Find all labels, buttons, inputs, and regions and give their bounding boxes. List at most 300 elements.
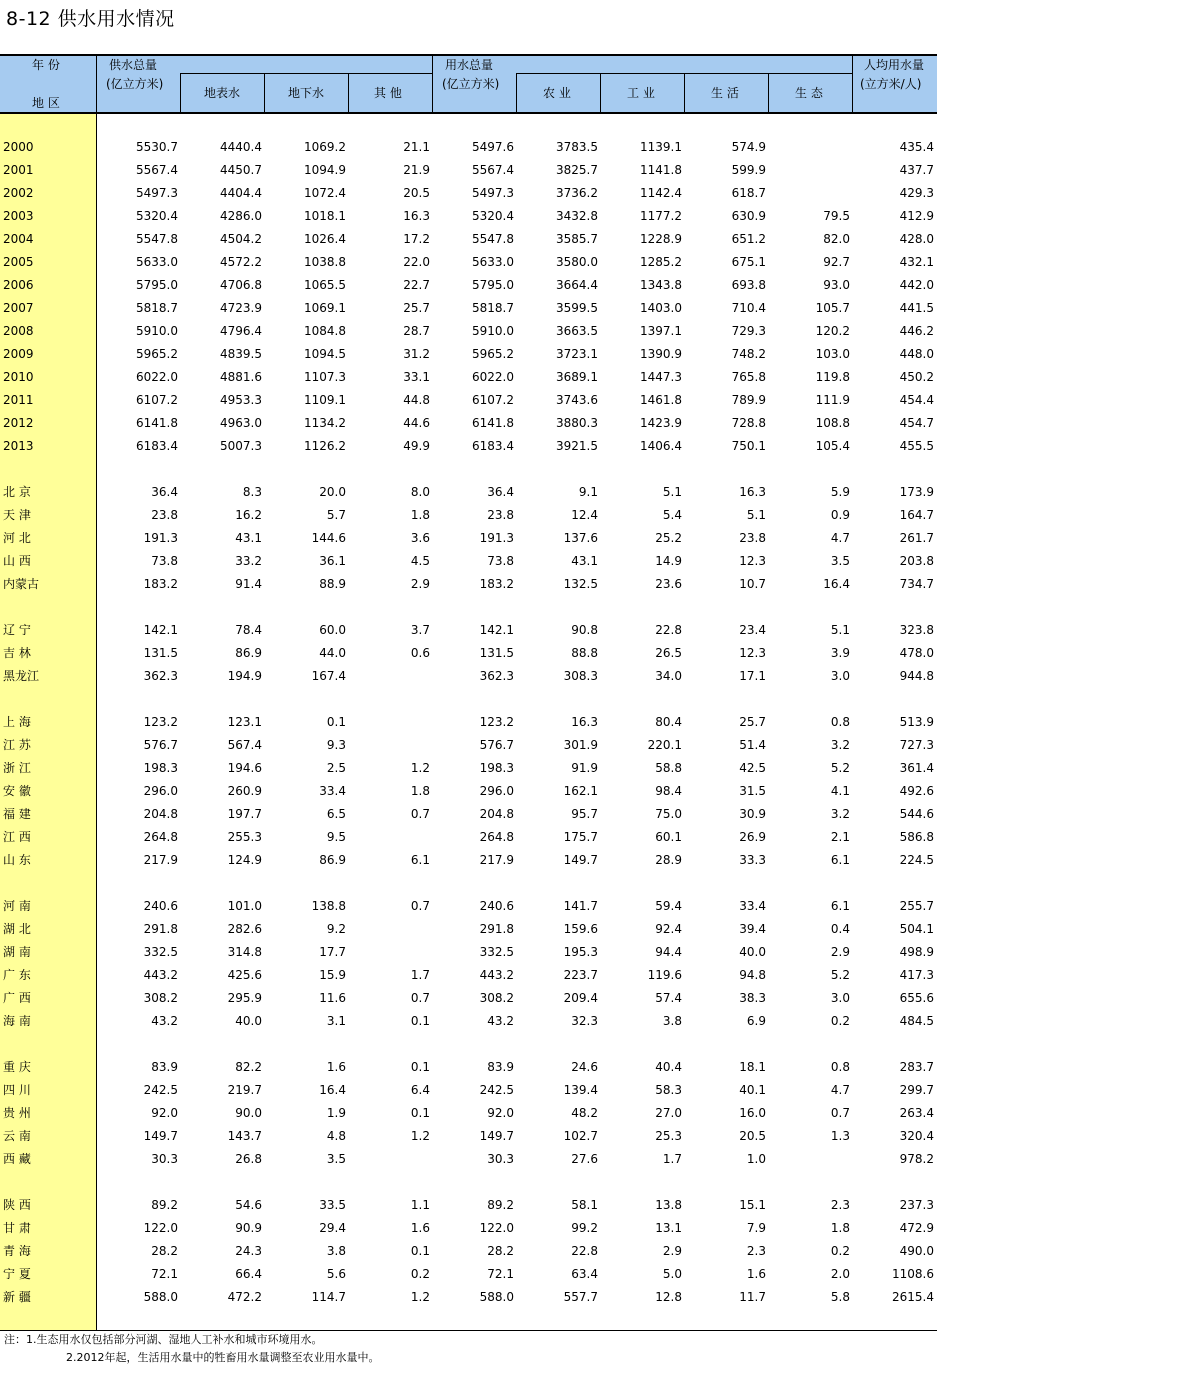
agri-cell: 3599.5 (556, 301, 598, 315)
surface-cell: 26.8 (235, 1152, 262, 1166)
ground-cell: 33.4 (319, 784, 346, 798)
eco-cell: 105.7 (815, 301, 850, 315)
row-label: 云 南 (3, 1129, 31, 1143)
ground-cell: 1094.5 (304, 347, 346, 361)
percap-cell: 448.0 (899, 347, 934, 361)
ground-cell: 1065.5 (304, 278, 346, 292)
eco-cell: 120.2 (815, 324, 850, 338)
agri-cell: 3585.7 (556, 232, 598, 246)
surface-cell: 219.7 (227, 1083, 262, 1097)
header-use-unit: (亿立方米) (442, 77, 500, 91)
eco-cell: 0.2 (830, 1014, 850, 1028)
use-total-cell: 308.2 (479, 991, 514, 1005)
surface-cell: 567.4 (227, 738, 262, 752)
ground-cell: 15.9 (319, 968, 346, 982)
supply-total-cell: 43.2 (151, 1014, 178, 1028)
percap-cell: 412.9 (899, 209, 934, 223)
domestic-cell: 42.5 (739, 761, 766, 775)
row-label: 河 北 (3, 531, 31, 545)
use-total-cell: 296.0 (479, 784, 514, 798)
domestic-cell: 599.9 (731, 163, 766, 177)
header-use-total: 用水总量 (445, 58, 494, 72)
use-total-cell: 242.5 (479, 1083, 514, 1097)
header-agri: 农 业 (543, 86, 571, 100)
industry-cell: 1397.1 (640, 324, 682, 338)
header-divider (852, 56, 853, 112)
other-cell: 22.0 (403, 255, 430, 269)
domestic-cell: 40.0 (739, 945, 766, 959)
domestic-cell: 5.1 (746, 508, 766, 522)
surface-cell: 43.1 (235, 531, 262, 545)
row-label: 山 西 (3, 554, 31, 568)
other-cell (350, 737, 430, 753)
use-total-cell: 183.2 (479, 577, 514, 591)
header-percap: 人均用水量 (864, 58, 925, 72)
eco-cell: 0.4 (830, 922, 850, 936)
agri-cell: 308.3 (563, 669, 598, 683)
agri-cell: 301.9 (563, 738, 598, 752)
percap-cell: 944.8 (899, 669, 934, 683)
industry-cell: 12.8 (655, 1290, 682, 1304)
agri-cell: 209.4 (563, 991, 598, 1005)
ground-cell: 20.0 (319, 485, 346, 499)
percap-cell: 417.3 (899, 968, 934, 982)
row-label: 2004 (3, 232, 34, 246)
use-total-cell: 588.0 (479, 1290, 514, 1304)
eco-cell (770, 1151, 850, 1167)
supply-total-cell: 204.8 (143, 807, 178, 821)
agri-cell: 132.5 (563, 577, 598, 591)
percap-cell: 586.8 (899, 830, 934, 844)
industry-cell: 26.5 (655, 646, 682, 660)
agri-cell: 195.3 (563, 945, 598, 959)
industry-cell: 1403.0 (640, 301, 682, 315)
agri-cell: 3580.0 (556, 255, 598, 269)
industry-cell: 98.4 (655, 784, 682, 798)
row-label: 天 津 (3, 508, 31, 522)
domestic-cell: 12.3 (739, 646, 766, 660)
surface-cell: 194.9 (227, 669, 262, 683)
header-supply-total: 供水总量 (109, 58, 158, 72)
use-total-cell: 5818.7 (472, 301, 514, 315)
surface-cell: 16.2 (235, 508, 262, 522)
industry-cell: 92.4 (655, 922, 682, 936)
agri-cell: 3432.8 (556, 209, 598, 223)
header-divider (684, 74, 685, 112)
other-cell: 49.9 (403, 439, 430, 453)
industry-cell: 13.1 (655, 1221, 682, 1235)
percap-cell: 454.4 (899, 393, 934, 407)
surface-cell: 295.9 (227, 991, 262, 1005)
use-total-cell: 5497.3 (472, 186, 514, 200)
table-title: 8-12 供水用水情况 (6, 8, 175, 30)
other-cell: 21.9 (403, 163, 430, 177)
use-total-cell: 5795.0 (472, 278, 514, 292)
percap-cell: 492.6 (899, 784, 934, 798)
header-divider (180, 74, 181, 112)
supply-total-cell: 242.5 (143, 1083, 178, 1097)
industry-cell: 1285.2 (640, 255, 682, 269)
agri-cell: 102.7 (563, 1129, 598, 1143)
percap-cell: 255.7 (899, 899, 934, 913)
row-label: 陕 西 (3, 1198, 31, 1212)
industry-cell: 25.3 (655, 1129, 682, 1143)
supply-total-cell: 83.9 (151, 1060, 178, 1074)
surface-cell: 33.2 (235, 554, 262, 568)
industry-cell: 5.1 (662, 485, 682, 499)
row-label: 内蒙古 (3, 577, 40, 591)
use-total-cell: 264.8 (479, 830, 514, 844)
surface-cell: 143.7 (227, 1129, 262, 1143)
agri-cell: 58.1 (571, 1198, 598, 1212)
agri-cell: 3664.4 (556, 278, 598, 292)
surface-cell: 90.0 (235, 1106, 262, 1120)
supply-total-cell: 443.2 (143, 968, 178, 982)
other-cell: 0.7 (410, 899, 430, 913)
industry-cell: 59.4 (655, 899, 682, 913)
eco-cell: 2.3 (830, 1198, 850, 1212)
row-label: 重 庆 (3, 1060, 31, 1074)
other-cell: 3.6 (410, 531, 430, 545)
other-cell: 1.7 (410, 968, 430, 982)
use-total-cell: 131.5 (479, 646, 514, 660)
agri-cell: 95.7 (571, 807, 598, 821)
ground-cell: 4.8 (326, 1129, 346, 1143)
percap-cell: 299.7 (899, 1083, 934, 1097)
eco-cell: 0.2 (830, 1244, 850, 1258)
industry-cell: 5.4 (662, 508, 682, 522)
supply-total-cell: 191.3 (143, 531, 178, 545)
other-cell: 17.2 (403, 232, 430, 246)
use-total-cell: 149.7 (479, 1129, 514, 1143)
industry-cell: 58.3 (655, 1083, 682, 1097)
percap-cell: 323.8 (899, 623, 934, 637)
supply-total-cell: 588.0 (143, 1290, 178, 1304)
eco-cell: 103.0 (815, 347, 850, 361)
supply-total-cell: 5497.3 (136, 186, 178, 200)
agri-cell: 3783.5 (556, 140, 598, 154)
eco-cell: 0.9 (830, 508, 850, 522)
eco-cell: 105.4 (815, 439, 850, 453)
surface-cell: 124.9 (227, 853, 262, 867)
other-cell: 25.7 (403, 301, 430, 315)
agri-cell: 48.2 (571, 1106, 598, 1120)
eco-cell: 1.3 (830, 1129, 850, 1143)
surface-cell: 4881.6 (220, 370, 262, 384)
row-label: 北 京 (3, 485, 31, 499)
row-label: 2007 (3, 301, 34, 315)
surface-cell: 86.9 (235, 646, 262, 660)
ground-cell: 1109.1 (304, 393, 346, 407)
industry-cell: 60.1 (655, 830, 682, 844)
row-label: 湖 北 (3, 922, 31, 936)
other-cell: 6.1 (410, 853, 430, 867)
eco-cell: 5.1 (830, 623, 850, 637)
domestic-cell: 1.0 (746, 1152, 766, 1166)
row-label: 2002 (3, 186, 34, 200)
use-total-cell: 217.9 (479, 853, 514, 867)
supply-total-cell: 142.1 (143, 623, 178, 637)
domestic-cell: 33.4 (739, 899, 766, 913)
ground-cell: 1084.8 (304, 324, 346, 338)
eco-cell: 111.9 (815, 393, 850, 407)
use-total-cell: 36.4 (487, 485, 514, 499)
industry-cell: 1228.9 (640, 232, 682, 246)
other-cell: 0.1 (410, 1244, 430, 1258)
domestic-cell: 31.5 (739, 784, 766, 798)
header-divider (768, 74, 769, 112)
eco-cell: 5.2 (830, 968, 850, 982)
domestic-cell: 7.9 (746, 1221, 766, 1235)
percap-cell: 224.5 (899, 853, 934, 867)
use-total-cell: 89.2 (487, 1198, 514, 1212)
industry-cell: 1139.1 (640, 140, 682, 154)
other-cell: 0.2 (410, 1267, 430, 1281)
agri-cell: 3743.6 (556, 393, 598, 407)
percap-cell: 432.1 (899, 255, 934, 269)
eco-cell (770, 162, 850, 178)
industry-cell: 34.0 (655, 669, 682, 683)
other-cell: 0.7 (410, 991, 430, 1005)
surface-cell: 8.3 (242, 485, 262, 499)
row-label: 2012 (3, 416, 34, 430)
ground-cell: 9.3 (326, 738, 346, 752)
other-cell (350, 921, 430, 937)
use-total-cell: 5547.8 (472, 232, 514, 246)
supply-total-cell: 6107.2 (136, 393, 178, 407)
use-total-cell: 362.3 (479, 669, 514, 683)
eco-cell: 93.0 (823, 278, 850, 292)
industry-cell: 13.8 (655, 1198, 682, 1212)
surface-cell: 82.2 (235, 1060, 262, 1074)
domestic-cell: 40.1 (739, 1083, 766, 1097)
percap-cell: 1108.6 (892, 1267, 934, 1281)
use-total-cell: 291.8 (479, 922, 514, 936)
use-total-cell: 5320.4 (472, 209, 514, 223)
ground-cell: 60.0 (319, 623, 346, 637)
percap-cell: 429.3 (899, 186, 934, 200)
use-total-cell: 191.3 (479, 531, 514, 545)
domestic-cell: 16.0 (739, 1106, 766, 1120)
surface-cell: 54.6 (235, 1198, 262, 1212)
agri-cell: 159.6 (563, 922, 598, 936)
domestic-cell: 10.7 (739, 577, 766, 591)
percap-cell: 504.1 (899, 922, 934, 936)
eco-cell: 0.7 (830, 1106, 850, 1120)
header-eco: 生 态 (795, 86, 823, 100)
use-total-cell: 443.2 (479, 968, 514, 982)
other-cell (350, 714, 430, 730)
domestic-cell: 693.8 (731, 278, 766, 292)
header-other: 其 他 (374, 86, 402, 100)
eco-cell: 3.0 (830, 669, 850, 683)
eco-cell: 1.8 (830, 1221, 850, 1235)
use-total-cell: 5633.0 (472, 255, 514, 269)
eco-cell: 3.5 (830, 554, 850, 568)
row-label: 安 徽 (3, 784, 31, 798)
supply-total-cell: 6141.8 (136, 416, 178, 430)
eco-cell: 4.1 (830, 784, 850, 798)
row-label: 新 疆 (3, 1290, 31, 1304)
eco-cell (770, 185, 850, 201)
surface-cell: 78.4 (235, 623, 262, 637)
surface-cell: 255.3 (227, 830, 262, 844)
use-total-cell: 5910.0 (472, 324, 514, 338)
ground-cell: 167.4 (311, 669, 346, 683)
use-total-cell: 123.2 (479, 715, 514, 729)
supply-total-cell: 5567.4 (136, 163, 178, 177)
row-label: 广 东 (3, 968, 31, 982)
row-label: 西 藏 (3, 1152, 31, 1166)
use-total-cell: 6183.4 (472, 439, 514, 453)
row-label: 浙 江 (3, 761, 31, 775)
industry-cell: 23.6 (655, 577, 682, 591)
ground-cell: 36.1 (319, 554, 346, 568)
other-cell: 0.6 (410, 646, 430, 660)
domestic-cell: 765.8 (731, 370, 766, 384)
use-total-cell: 198.3 (479, 761, 514, 775)
ground-cell: 1069.2 (304, 140, 346, 154)
domestic-cell: 789.9 (731, 393, 766, 407)
agri-cell: 63.4 (571, 1267, 598, 1281)
eco-cell: 79.5 (823, 209, 850, 223)
ground-cell: 144.6 (311, 531, 346, 545)
domestic-cell: 18.1 (739, 1060, 766, 1074)
eco-cell: 0.8 (830, 1060, 850, 1074)
other-cell: 44.6 (403, 416, 430, 430)
eco-cell: 3.2 (830, 738, 850, 752)
domestic-cell: 23.8 (739, 531, 766, 545)
header-percap-unit: (立方米/人) (860, 77, 922, 91)
industry-cell: 1.7 (662, 1152, 682, 1166)
ground-cell: 1018.1 (304, 209, 346, 223)
supply-total-cell: 30.3 (151, 1152, 178, 1166)
supply-total-cell: 5910.0 (136, 324, 178, 338)
header-industry: 工 业 (627, 86, 655, 100)
industry-cell: 58.8 (655, 761, 682, 775)
percap-cell: 978.2 (899, 1152, 934, 1166)
supply-total-cell: 73.8 (151, 554, 178, 568)
percap-cell: 361.4 (899, 761, 934, 775)
industry-cell: 1390.9 (640, 347, 682, 361)
agri-cell: 88.8 (571, 646, 598, 660)
supply-total-cell: 89.2 (151, 1198, 178, 1212)
industry-cell: 22.8 (655, 623, 682, 637)
agri-cell: 16.3 (571, 715, 598, 729)
other-cell: 2.9 (410, 577, 430, 591)
domestic-cell: 94.8 (739, 968, 766, 982)
supply-total-cell: 5547.8 (136, 232, 178, 246)
header-ground: 地下水 (288, 86, 325, 100)
use-total-cell: 92.0 (487, 1106, 514, 1120)
bottom-rule (0, 1330, 937, 1331)
ground-cell: 17.7 (319, 945, 346, 959)
eco-cell: 3.9 (830, 646, 850, 660)
other-cell: 31.2 (403, 347, 430, 361)
agri-cell: 22.8 (571, 1244, 598, 1258)
supply-total-cell: 28.2 (151, 1244, 178, 1258)
ground-cell: 1069.1 (304, 301, 346, 315)
industry-cell: 27.0 (655, 1106, 682, 1120)
use-total-cell: 83.9 (487, 1060, 514, 1074)
row-label: 宁 夏 (3, 1267, 31, 1281)
eco-cell: 0.8 (830, 715, 850, 729)
eco-cell: 3.2 (830, 807, 850, 821)
supply-total-cell: 92.0 (151, 1106, 178, 1120)
agri-cell: 149.7 (563, 853, 598, 867)
agri-cell: 32.3 (571, 1014, 598, 1028)
industry-cell: 1423.9 (640, 416, 682, 430)
industry-cell: 220.1 (647, 738, 682, 752)
other-cell: 8.0 (410, 485, 430, 499)
surface-cell: 4286.0 (220, 209, 262, 223)
eco-cell: 92.7 (823, 255, 850, 269)
domestic-cell: 38.3 (739, 991, 766, 1005)
agri-cell: 141.7 (563, 899, 598, 913)
agri-cell: 3723.1 (556, 347, 598, 361)
percap-cell: 446.2 (899, 324, 934, 338)
other-cell: 20.5 (403, 186, 430, 200)
surface-cell: 4723.9 (220, 301, 262, 315)
percap-cell: 441.5 (899, 301, 934, 315)
surface-cell: 282.6 (227, 922, 262, 936)
percap-cell: 428.0 (899, 232, 934, 246)
percap-cell: 455.5 (899, 439, 934, 453)
supply-total-cell: 123.2 (143, 715, 178, 729)
industry-cell: 80.4 (655, 715, 682, 729)
domestic-cell: 630.9 (731, 209, 766, 223)
supply-total-cell: 240.6 (143, 899, 178, 913)
surface-cell: 4953.3 (220, 393, 262, 407)
footnote-1: 注：1.生态用水仅包括部分河湖、湿地人工补水和城市环境用水。 (4, 1333, 323, 1346)
row-label: 黑龙江 (3, 669, 40, 683)
other-cell: 44.8 (403, 393, 430, 407)
other-cell: 3.7 (410, 623, 430, 637)
supply-total-cell: 5818.7 (136, 301, 178, 315)
percap-cell: 454.7 (899, 416, 934, 430)
surface-cell: 101.0 (227, 899, 262, 913)
industry-cell: 28.9 (655, 853, 682, 867)
row-label: 河 南 (3, 899, 31, 913)
agri-cell: 175.7 (563, 830, 598, 844)
row-label: 辽 宁 (3, 623, 31, 637)
percap-cell: 2615.4 (892, 1290, 934, 1304)
domestic-cell: 729.3 (731, 324, 766, 338)
agri-cell: 139.4 (563, 1083, 598, 1097)
header-subrule (516, 73, 852, 74)
surface-cell: 425.6 (227, 968, 262, 982)
percap-cell: 442.0 (899, 278, 934, 292)
agri-cell: 3663.5 (556, 324, 598, 338)
ground-cell: 88.9 (319, 577, 346, 591)
agri-cell: 90.8 (571, 623, 598, 637)
header-domestic: 生 活 (711, 86, 739, 100)
eco-cell: 2.0 (830, 1267, 850, 1281)
surface-cell: 314.8 (227, 945, 262, 959)
percap-cell: 203.8 (899, 554, 934, 568)
industry-cell: 3.8 (662, 1014, 682, 1028)
row-label: 2000 (3, 140, 34, 154)
header-divider (600, 74, 601, 112)
eco-cell: 3.0 (830, 991, 850, 1005)
header-region: 地 区 (32, 96, 60, 110)
other-cell (350, 829, 430, 845)
surface-cell: 5007.3 (220, 439, 262, 453)
eco-cell: 6.1 (830, 899, 850, 913)
domestic-cell: 6.9 (746, 1014, 766, 1028)
surface-cell: 4963.0 (220, 416, 262, 430)
supply-total-cell: 576.7 (143, 738, 178, 752)
